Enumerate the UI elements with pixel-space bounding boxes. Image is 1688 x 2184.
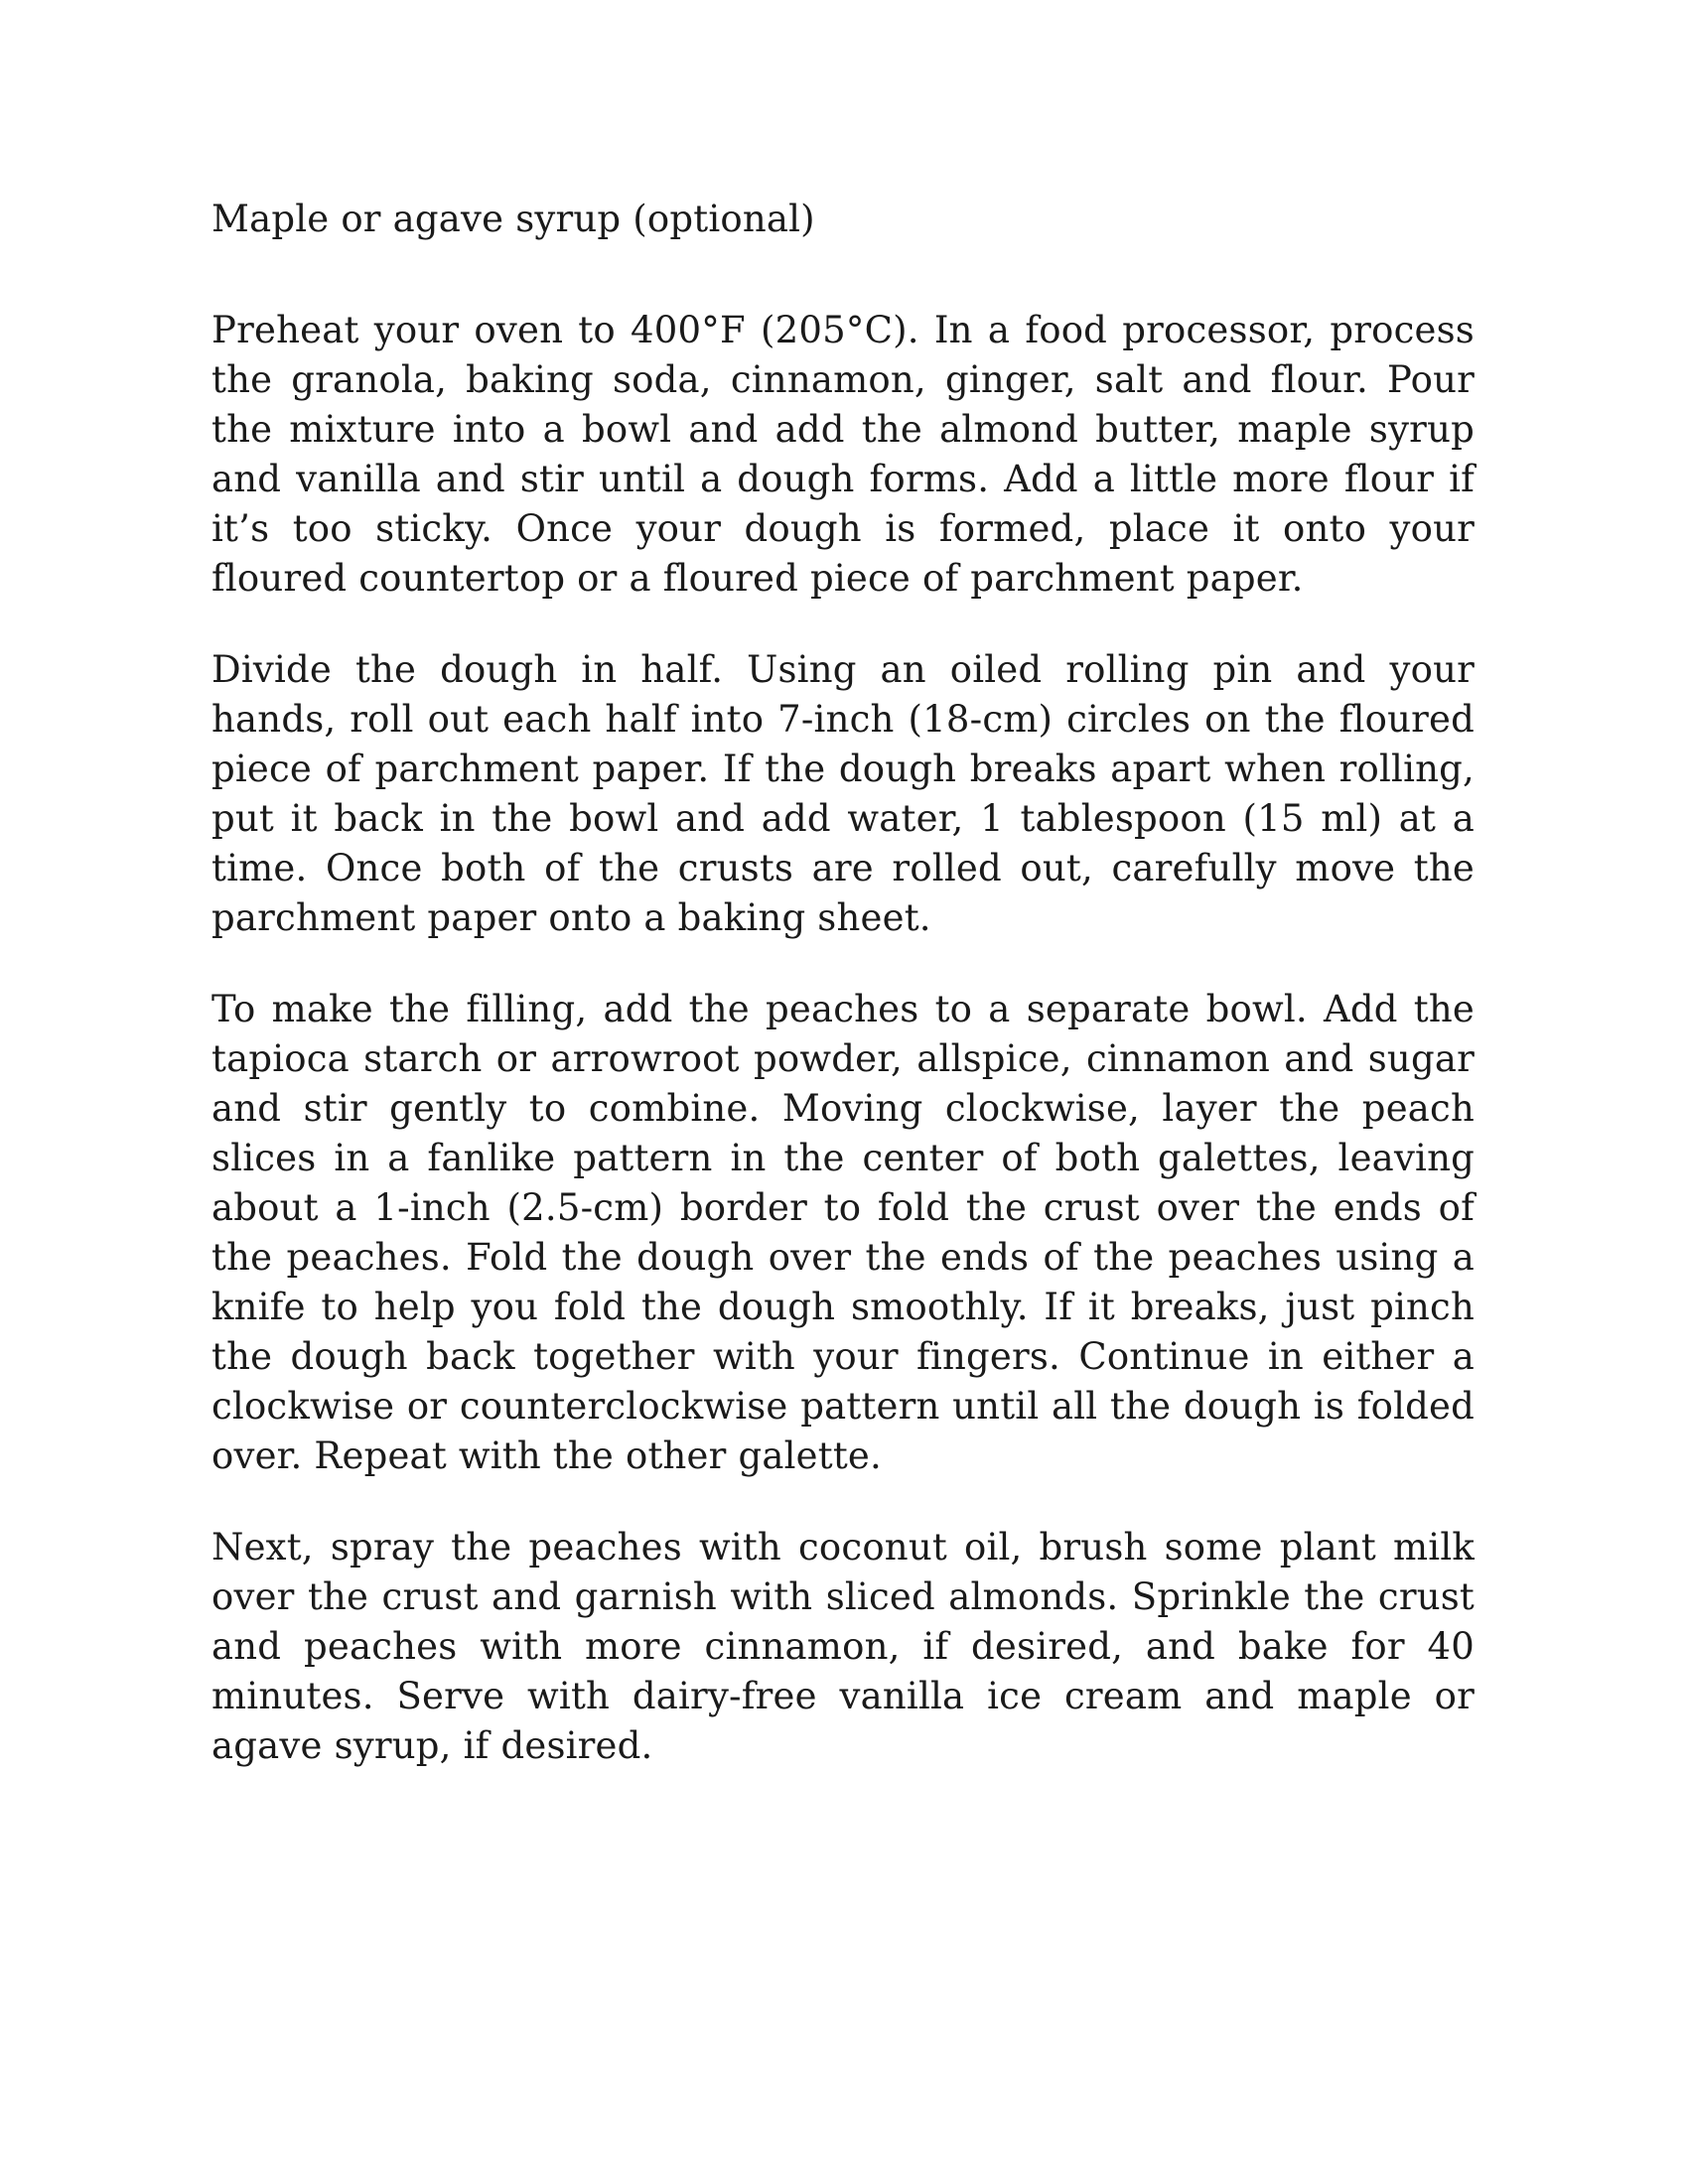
- instruction-step-1: Preheat your oven to 400°F (205°C). In a food processor, process the granola, baking soda, cinnamon, ginger, salt and flour. Pour the mixture into a bowl and add the almond butter, maple syrup and vanilla and stir until a dough forms. Add a little more flour if it’s too sticky. Once your dough is formed, place it onto your floured countertop or a floured piece of parchment paper.: [211, 309, 1475, 600]
- recipe-text: [211, 195, 1475, 1813]
- instruction-step-4: Next, spray the peaches with coconut oil, brush some plant milk over the crust and garnish with sliced almonds. Sprinkle the crust and peaches with more cinnamon, if desired, and bake for 40 minutes. Serve with dairy-free vanilla ice cream and maple or agave syrup, if desired.: [211, 1526, 1475, 1767]
- instruction-step-2: Divide the dough in half. Using an oiled rolling pin and your hands, roll out each half into 7-inch (18-cm) circles on the floured piece of parchment paper. If the dough breaks apart when rolling, put it back in the bowl and add water, 1 tablespoon (15 ml) at a time. Once both of the crusts are rolled out, carefully move the parchment paper onto a baking sheet.: [211, 648, 1475, 939]
- ingredient-item: Maple or agave syrup (optional): [211, 198, 815, 240]
- instruction-step-3: To make the filling, add the peaches to a separate bowl. Add the tapioca starch or arrowroot powder, allspice, cinnamon and sugar and stir gently to combine. Moving clockwise, layer the peach slices in a fanlike pattern in the center of both galettes, leaving about a 1-inch (2.5-cm) border to fold the crust over the ends of the peaches. Fold the dough over the ends of the peaches using a knife to help you fold the dough smoothly. If it breaks, just pinch the dough back together with your fingers. Continue in either a clockwise or counterclockwise pattern until all the dough is folded over. Repeat with the other galette.: [211, 988, 1475, 1477]
